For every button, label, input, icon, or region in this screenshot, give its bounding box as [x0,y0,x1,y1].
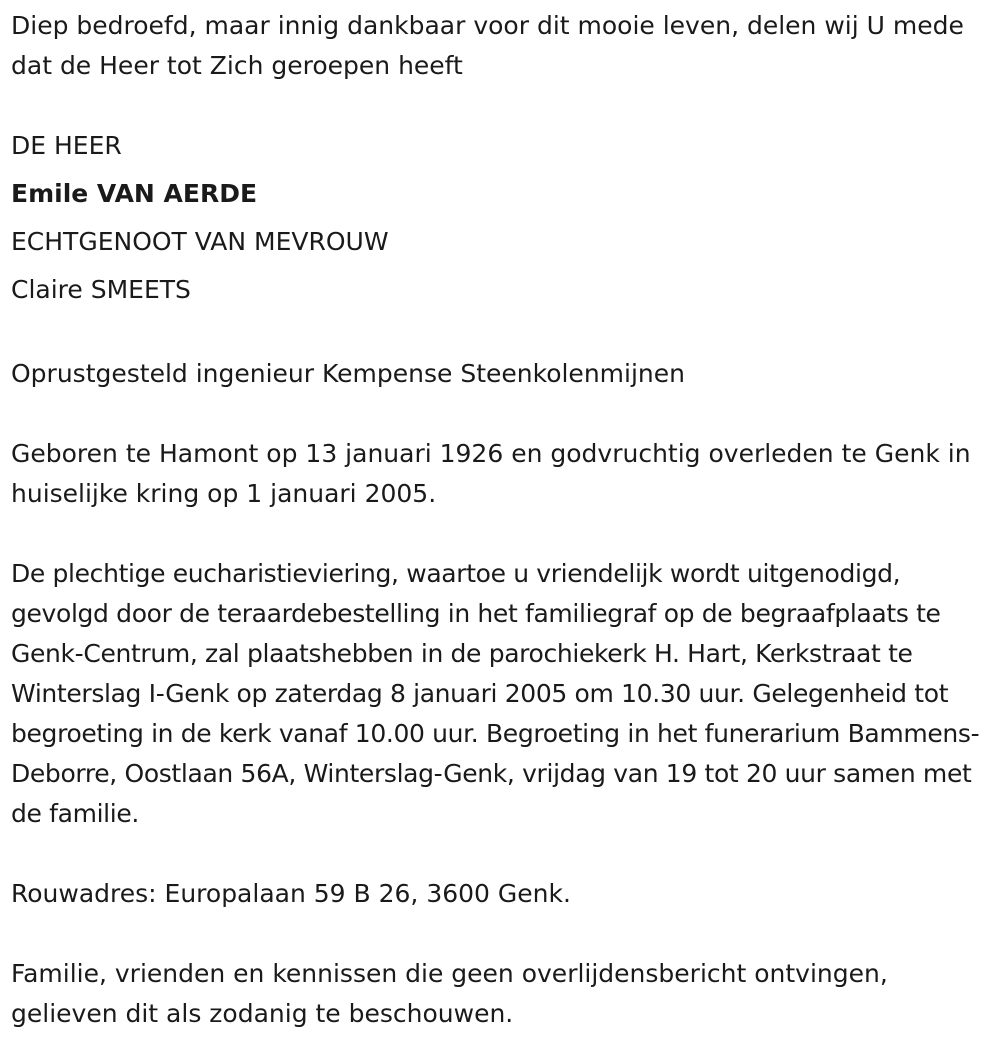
obituary-notice [11,6,996,1034]
birth-death-text: Geboren te Hamont op 13 januari 1926 en godvruchtig overleden te Genk in huiselijke kring op 1 januari 2005. [11,439,979,508]
spacer [11,86,996,126]
occupation-text: Oprustgesteld ingenieur Kempense Steenkolenmijnen [11,359,685,388]
spouse-name: Claire SMEETS [11,275,191,304]
spacer [11,314,996,354]
title-text: DE HEER [11,131,122,160]
deceased-block [11,122,996,314]
spacer [11,914,996,954]
spacer [11,834,996,874]
intro-text: Diep bedroefd, maar innig dankbaar voor dit mooie leven, delen wij U mede dat de Heer tot Zich geroepen heeft [11,11,972,80]
spouse-label: ECHTGENOOT VAN MEVROUW [11,227,389,256]
spacer [11,514,996,554]
ceremony-text: De plechtige eucharistieviering, waartoe u vriendelijk wordt uitgenodigd, gevolgd door de teraardebestelling in het familiegraf op de begraafplaats te Genk-Centrum, zal plaatshebben in de parochiekerk H. Hart, Kerkstraat te Winterslag I-Genk op zaterdag 8 januari 2005 om 10.30 uur. Gelegenheid tot begroeting in de kerk vanaf 10.00 uur. Begroeting in het funerarium Bammens-Deborre, Oostlaan 56A, Winterslag-Genk, vrijdag van 19 tot 20 uur samen met de familie. [11,559,980,828]
deceased-name: Emile VAN AERDE [11,179,258,208]
spacer [11,394,996,434]
address-text: Rouwadres: Europalaan 59 B 26, 3600 Genk. [11,879,571,908]
closing-text: Familie, vrienden en kennissen die geen overlijdensbericht ontvingen, gelieven dit als zodanig te beschouwen. [11,959,896,1028]
